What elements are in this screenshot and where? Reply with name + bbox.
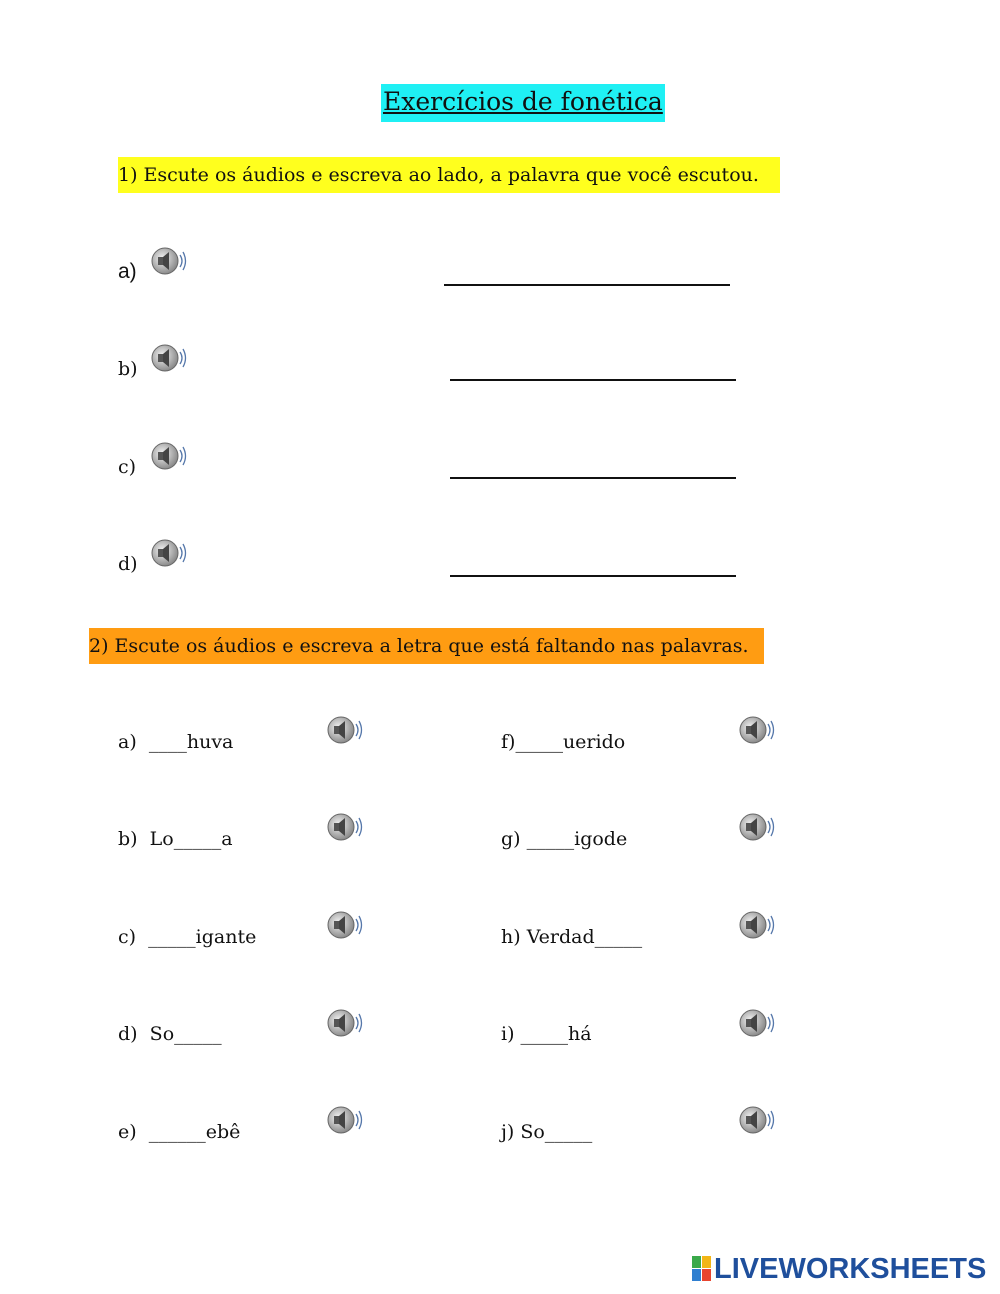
speaker-icon[interactable] xyxy=(150,344,188,374)
item-2i[interactable]: i) _____há xyxy=(501,1023,592,1045)
speaker-icon[interactable] xyxy=(150,442,188,472)
answer-line-1d[interactable] xyxy=(450,575,736,577)
item-2g[interactable]: g) _____igode xyxy=(501,828,628,850)
answer-line-1a[interactable] xyxy=(444,284,730,286)
item-label-1d: d) xyxy=(118,553,138,575)
instruction-2: 2) Escute os áudios e escreva a letra que está faltando nas palavras. xyxy=(89,628,764,664)
speaker-icon[interactable] xyxy=(738,911,776,941)
instruction-1: 1) Escute os áudios e escreva ao lado, a palavra que você escutou. xyxy=(118,157,780,193)
speaker-icon[interactable] xyxy=(326,1009,364,1039)
speaker-icon[interactable] xyxy=(738,1106,776,1136)
page-title: Exercícios de fonética xyxy=(381,84,665,122)
speaker-icon[interactable] xyxy=(738,716,776,746)
speaker-icon[interactable] xyxy=(150,247,188,277)
item-word: ____huva xyxy=(148,731,234,753)
item-label: e) xyxy=(118,1121,137,1143)
liveworksheets-logo xyxy=(692,1252,986,1286)
speaker-icon[interactable] xyxy=(326,1106,364,1136)
item-label-1b: b) xyxy=(118,358,138,380)
item-label: d) xyxy=(118,1023,138,1045)
item-word: Lo_____a xyxy=(149,828,233,850)
item-2a[interactable] xyxy=(118,731,233,753)
item-label: b) xyxy=(118,828,138,850)
item-label-1c: c) xyxy=(118,456,137,478)
item-word: _____igante xyxy=(148,926,257,948)
item-2c[interactable] xyxy=(118,926,256,948)
speaker-icon[interactable] xyxy=(150,539,188,569)
speaker-icon[interactable] xyxy=(326,716,364,746)
liveworksheets-mark-icon xyxy=(692,1256,712,1282)
answer-line-1b[interactable] xyxy=(450,379,736,381)
item-2e[interactable] xyxy=(118,1121,240,1143)
speaker-icon[interactable] xyxy=(326,911,364,941)
item-label: a) xyxy=(118,731,137,753)
item-label: c) xyxy=(118,926,137,948)
answer-line-1c[interactable] xyxy=(450,477,736,479)
item-label-1a: a) xyxy=(118,260,137,283)
speaker-icon[interactable] xyxy=(738,813,776,843)
item-2b[interactable] xyxy=(118,828,233,850)
item-2h[interactable]: h) Verdad_____ xyxy=(501,926,643,948)
item-2d[interactable] xyxy=(118,1023,222,1045)
logo-text: LIVEWORKSHEETS xyxy=(714,1252,987,1285)
speaker-icon[interactable] xyxy=(326,813,364,843)
item-2f[interactable]: f)_____uerido xyxy=(501,731,626,753)
item-word: So_____ xyxy=(149,1023,222,1045)
item-word: ______ebê xyxy=(148,1121,241,1143)
speaker-icon[interactable] xyxy=(738,1009,776,1039)
item-2j[interactable]: j) So_____ xyxy=(501,1121,593,1143)
